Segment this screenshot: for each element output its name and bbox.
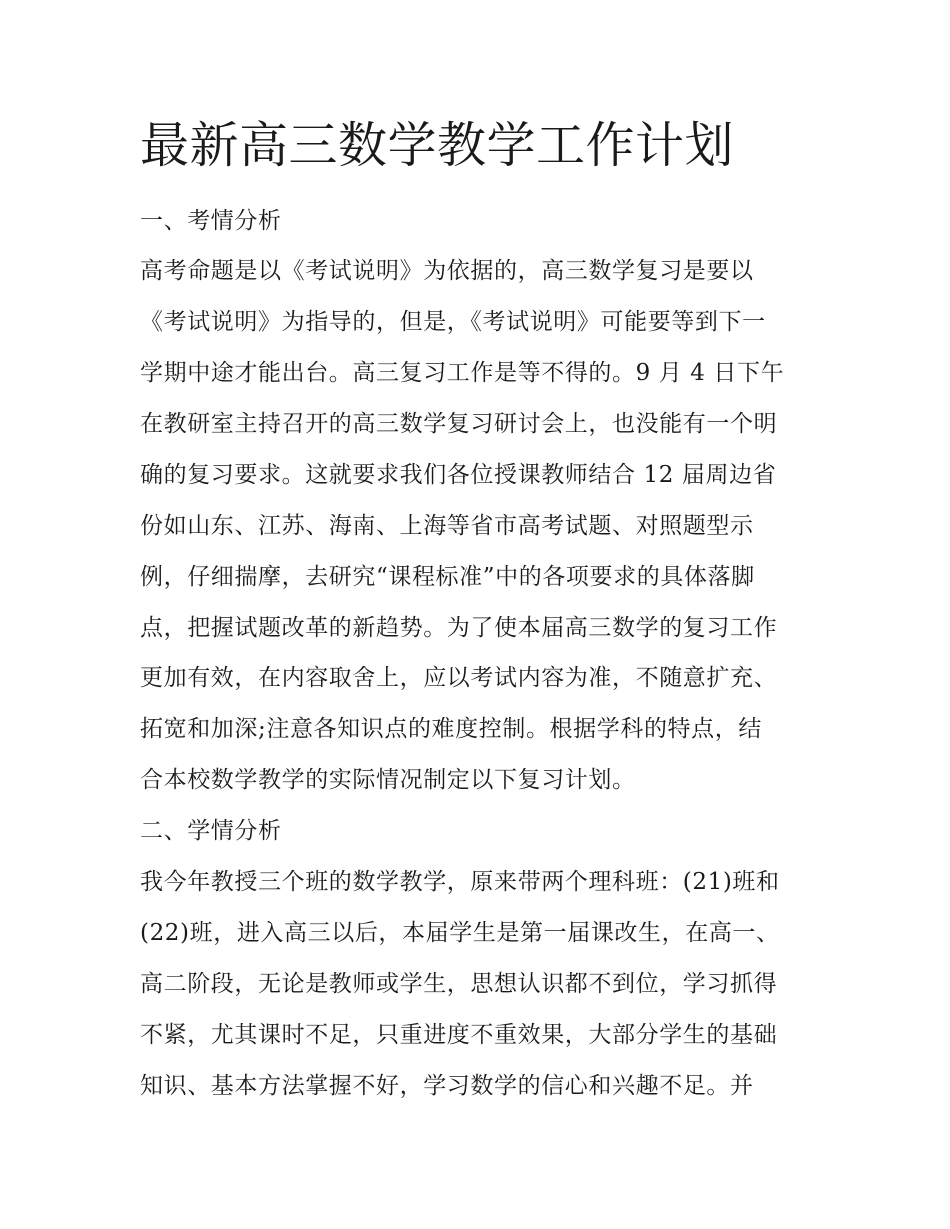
paragraph-line: 不紧，尤其课时不足，只重进度不重效果，大部分学生的基础 (140, 1022, 778, 1048)
paragraph-line: 我今年教授三个班的数学教学，原来带两个理科班：(21)班和 (140, 869, 780, 895)
page-title: 最新高三数学教学工作计划 (140, 117, 735, 174)
paragraph-line: 高考命题是以《考试说明》为依据的，高三数学复习是要以 (140, 258, 754, 284)
paragraph-line: 知识、基本方法掌握不好，学习数学的信心和兴趣不足。并 (140, 1073, 754, 1099)
section-heading: 一、考情分析 (140, 208, 282, 234)
paragraph-line: 例，仔细揣摩，去研究“课程标准”中的各项要求的具体落脚 (140, 564, 755, 590)
paragraph-line: 合本校数学教学的实际情况制定以下复习计划。 (140, 767, 636, 793)
paragraph-line: 确的复习要求。这就要求我们各位授课教师结合 12 届周边省 (140, 462, 777, 488)
paragraph-line: (22)班，进入高三以后，本届学生是第一届课改生，在高一、 (140, 920, 780, 946)
section-heading: 二、学情分析 (140, 818, 282, 844)
paragraph-line: 拓宽和加深;注意各知识点的难度控制。根据学科的特点，结 (140, 716, 762, 742)
paragraph-line: 在教研室主持召开的高三数学复习研讨会上，也没能有一个明 (140, 411, 778, 437)
paragraph-line: 学期中途才能出台。高三复习工作是等不得的。9 月 4 日下午 (140, 360, 785, 386)
paragraph-line: 更加有效，在内容取舍上，应以考试内容为准，不随意扩充、 (140, 665, 778, 691)
paragraph-line: 点，把握试题改革的新趋势。为了使本届高三数学的复习工作 (140, 615, 778, 641)
paragraph-line: 《考试说明》为指导的，但是，《考试说明》可能要等到下一 (140, 309, 766, 335)
paragraph-line: 份如山东、江苏、海南、上海等省市高考试题、对照题型示 (140, 513, 754, 539)
paragraph-line: 高二阶段，无论是教师或学生，思想认识都不到位，学习抓得 (140, 971, 778, 997)
